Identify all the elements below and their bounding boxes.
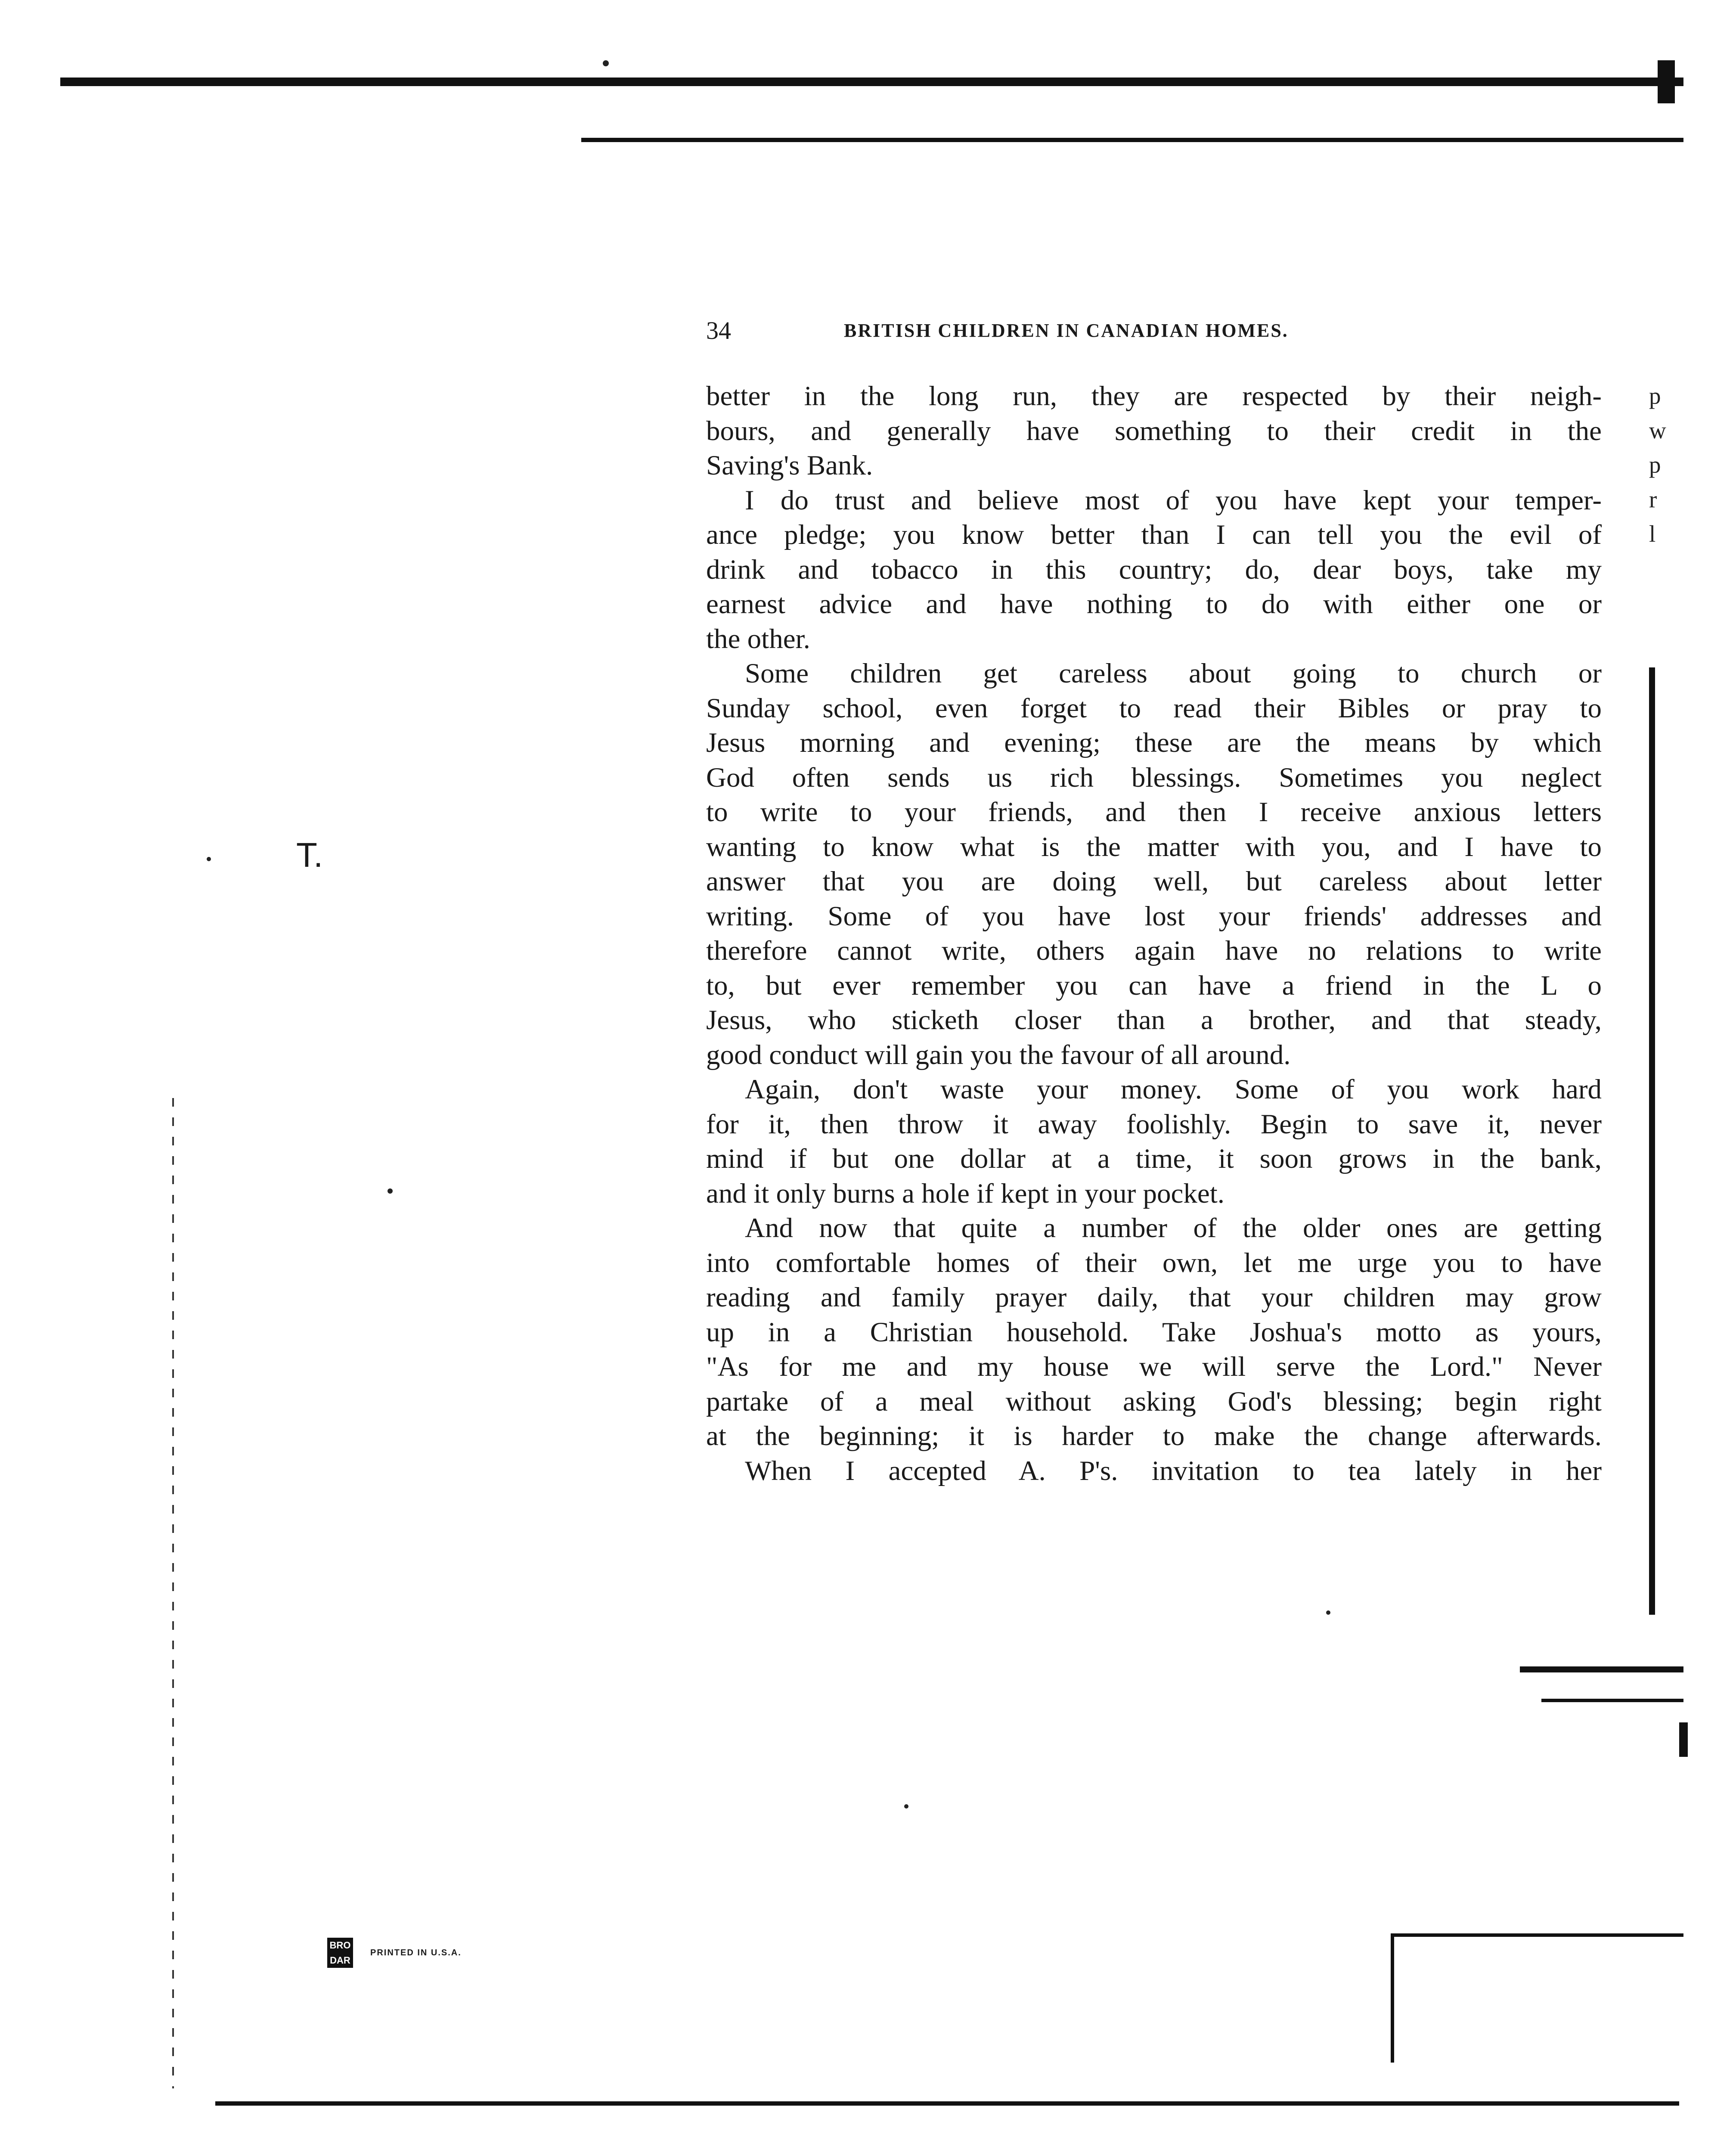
text-line: the other. [706, 623, 810, 655]
text-line: Jesus morning and evening; these are the means by which [706, 727, 1602, 758]
text-line: When I accepted A. P's. invitation to tea lately in her [745, 1455, 1602, 1486]
text-line: reading and family prayer daily, that your children may grow [706, 1282, 1602, 1313]
margin-fragment: p [1649, 383, 1661, 409]
printer-logo: BRO DAR [327, 1938, 353, 1968]
scan-border-bottom-right [1391, 1933, 1683, 1937]
page-header [706, 313, 1602, 348]
text-line: and it only burns a hole if kept in your pocket. [706, 1178, 1225, 1209]
text-line: earnest advice and have nothing to do with either one or [706, 589, 1602, 620]
text-line: Saving's Bank. [706, 450, 873, 481]
scan-border-top [60, 78, 1683, 86]
scan-border-right-mid [1541, 1699, 1683, 1702]
printed-in-label: PRINTED IN U.S.A. [370, 1948, 462, 1958]
body-text [706, 379, 1602, 1488]
text-line: for it, then throw it away foolishly. Begin to save it, never [706, 1108, 1602, 1140]
text-line: up in a Christian household. Take Joshua's motto as yours, [706, 1316, 1602, 1348]
margin-fragment: w [1649, 417, 1666, 444]
scan-border-right-block [1679, 1722, 1688, 1757]
text-line: ance pledge; you know better than I can tell you the evil of [706, 519, 1602, 550]
text-line: writing. Some of you have lost your friends' addresses and [706, 900, 1602, 932]
text-line: drink and tobacco in this country; do, dear boys, take my [706, 554, 1602, 585]
text-line: "As for me and my house we will serve the Lord." Never [706, 1351, 1602, 1382]
scan-border-top-secondary [581, 138, 1683, 142]
scan-speck [1326, 1610, 1330, 1615]
scan-border-right-edge [1649, 667, 1655, 1615]
text-line: wanting to know what is the matter with you, and I have to [706, 831, 1602, 862]
scan-border-bottom-right-vertical [1391, 1933, 1394, 2063]
right-margin-fragments [1649, 379, 1701, 551]
text-line: Some children get careless about going to church or [745, 658, 1602, 689]
page-number: 34 [706, 316, 731, 344]
text-line: good conduct will gain you the favour of all around. [706, 1039, 1291, 1070]
running-title: BRITISH CHILDREN IN CANADIAN HOMES. [844, 320, 1289, 341]
text-line: Sunday school, even forget to read their Bibles or pray to [706, 692, 1602, 724]
scan-speck [207, 857, 211, 861]
printer-mark [327, 1938, 462, 1968]
text-line: mind if but one dollar at a time, it soon grows in the bank, [706, 1143, 1602, 1174]
text-line: Jesus, who sticketh closer than a brother, and that steady, [706, 1005, 1602, 1036]
margin-letter: T. [296, 836, 323, 874]
text-line: I do trust and believe most of you have kept your temper- [745, 484, 1602, 516]
text-line: partake of a meal without asking God's blessing; begin right [706, 1386, 1602, 1417]
text-line: to, but ever remember you can have a friend in the L o [706, 970, 1602, 1001]
scan-border-top-notch [1658, 60, 1675, 103]
text-line: into comfortable homes of their own, let me urge you to have [706, 1247, 1602, 1278]
scan-border-left-dotted [172, 1098, 174, 2088]
text-line: answer that you are doing well, but careless about letter [706, 866, 1602, 897]
text-line: And now that quite a number of the older ones are getting [745, 1213, 1602, 1244]
scan-speck [388, 1188, 393, 1194]
scan-border-bottom [215, 2101, 1679, 2106]
text-line: better in the long run, they are respected by their neigh- [706, 381, 1602, 412]
text-line: Again, don't waste your money. Some of you work hard [745, 1074, 1602, 1105]
text-line: God often sends us rich blessings. Sometimes you neglect [706, 762, 1602, 793]
text-line: therefore cannot write, others again have no relations to write [706, 935, 1602, 966]
margin-fragment: l [1649, 521, 1656, 547]
scan-speck [904, 1804, 908, 1809]
text-line: to write to your friends, and then I receive anxious letters [706, 797, 1602, 828]
text-line: bours, and generally have something to their credit in the [706, 415, 1602, 447]
scan-speck [603, 60, 609, 66]
text-line: at the beginning; it is harder to make the change afterwards. [706, 1421, 1602, 1452]
margin-fragment: r [1649, 486, 1657, 512]
margin-fragment: p [1649, 452, 1661, 478]
scan-border-right-lower [1520, 1666, 1683, 1672]
